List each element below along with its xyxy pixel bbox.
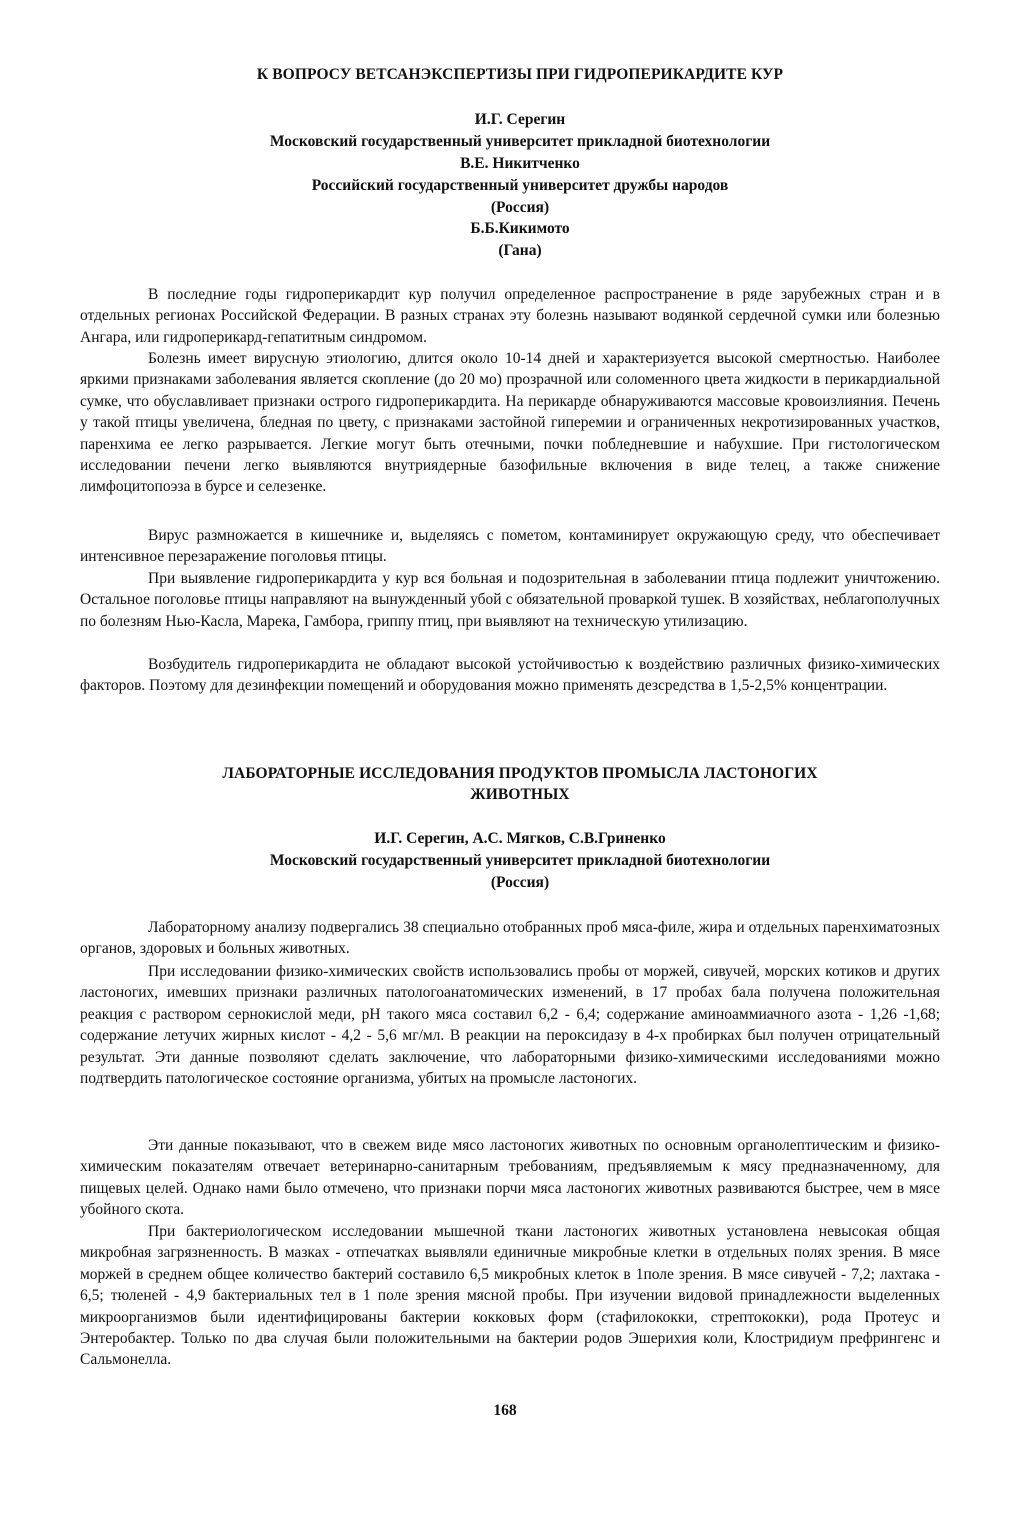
article1-paragraph: В последние годы гидроперикардит кур получил определенное распространение в ряде зарубежных стран и в отдельных регионах Российской Федерации. В разных странах эту болезнь называют водянкой сердечной сумки или болезнью Ангара, или гидроперикард-гепатитным синдромом.: [80, 286, 940, 346]
article2-title-line2: ЖИВОТНЫХ: [470, 786, 570, 803]
article1-title: К ВОПРОСУ ВЕТСАНЭКСПЕРТИЗЫ ПРИ ГИДРОПЕРИКАРДИТЕ КУР: [256, 66, 784, 83]
article1-author3: Б.Б.Кикимото: [470, 220, 570, 237]
article2-paragraph: Лабораторному анализу подвергались 38 специально отобранных проб мяса-филе, жира и отдельных паренхиматозных органов, здоровых и больных животных.: [80, 919, 940, 958]
article1-affiliation1: Московский государственный университет прикладной биотехнологии: [269, 133, 771, 150]
article1-affiliation2: Российский государственный университет дружбы народов: [311, 177, 729, 194]
article1-paragraph: При выявление гидроперикардита у кур вся больная и подозрительная в заболевании птица подлежит уничтожению. Остальное поголовье птицы направляют на вынужденный убой с обязательной проваркой тушек. В хозяйствах, неблагополучных по болезням Нью-Касла, Марека, Гамбора, гриппу птиц, при выявляют на техническую утилизацию.: [80, 570, 940, 630]
article2-country: (Россия): [490, 874, 550, 891]
article2-paragraph: При бактериологическом исследовании мышечной ткани ластоногих животных установлена невысокая общая микробная загрязненность. В мазках - отпечатках выявляли единичные микробные клетки в отдельных полях зрения. В мясе моржей в среднем общее количество бактерий составило 6,5 микробных клеток в 1поле зрения. В мясе сивучей - 7,2; лахтака - 6,5; тюленей - 4,9 бактериальных тел в 1 поле зрения мясной пробы. При изучении видовой принадлежности выделенных микроорганизмов были идентифицированы бактерии кокковых форм (стафилококки, стрептококки), рода Протеус и Энтеробактер. Только по два случая были положительными на бактерии родов Эшерихия коли, Клостридиум префрингенс и Сальмонелла.: [80, 1223, 940, 1369]
article1-paragraph: Болезнь имеет вирусную этиологию, длится около 10-14 дней и характеризуется высокой смертностью. Наиболее яркими признаками заболевания является скопление (до 20 мо) прозрачной или соломенного цвета жидкости в перикардиальной сумке, что обуславливает признаки острого гидроперикардита. На перикарде обнаруживаются массовые кровоизлияния. Печень у такой птицы увеличена, бледная по цвету, с признаками застойной гиперемии и ограниченных некротизированных участков, паренхима ее легко разрывается. Легкие могут быть отечными, почки побледневшие и набухшие. При гистологическом исследовании печени легко выявляются внутриядерные базофильные включения в виде телец, а также снижение лимфоцитопоэза в бурсе и селезенке.: [80, 350, 940, 496]
article1-author1: И.Г. Серегин: [474, 111, 566, 128]
page-number: 168: [493, 1402, 517, 1419]
article1-country1: (Россия): [490, 199, 550, 216]
article2-paragraph: При исследовании физико-химических свойств использовались пробы от моржей, сивучей, морских котиков и других ластоногих, имевших признаки различных патологоанатомических изменений, в 17 пробах бала получена положительная реакция с раствором сернокислой меди, pH такого мяса составил 6,2 - 6,4; содержание аминоаммиачного азота - 1,26 -1,68; содержание летучих жирных кислот - 4,2 - 5,6 мг/мл. В реакции на пероксидазу в 4-х пробирках был получен отрицательный результат. Эти данные позволяют сделать заключение, что лабораторными физико-химическими исследованиями можно подтвердить патологическое состояние организма, убитых на промысле ластоногих.: [80, 963, 940, 1088]
article2-affiliation: Московский государственный университет прикладной биотехнологии: [269, 852, 771, 869]
article1-paragraph: Вирус размножается в кишечнике и, выделяясь с пометом, контаминирует окружающую среду, что обеспечивает интенсивное перезаражение поголовья птицы.: [80, 527, 940, 566]
article1-author2: В.Е. Никитченко: [460, 155, 580, 172]
article2-title-line1: ЛАБОРАТОРНЫЕ ИССЛЕДОВАНИЯ ПРОДУКТОВ ПРОМЫСЛА ЛАСТОНОГИХ: [222, 765, 818, 782]
article1-country2: (Гана): [498, 242, 542, 259]
article2-paragraph: Эти данные показывают, что в свежем виде мясо ластоногих животных по основным органолептическим и физико-химическим показателям отвечает ветеринарно-санитарным требованиям, предъявляемым к мясу предназначенному, для пищевых целей. Однако нами было отмечено, что признаки порчи мяса ластоногих животных развиваются быстрее, чем в мясе убойного скота.: [80, 1137, 940, 1219]
article1-paragraph: Возбудитель гидроперикардита не обладают высокой устойчивостью к воздействию различных физико-химических факторов. Поэтому для дезинфекции помещений и оборудования можно применять дезсредства в 1,5-2,5% концентрации.: [80, 656, 940, 695]
article2-authors: И.Г. Серегин, А.С. Мягков, С.В.Гриненко: [374, 830, 666, 847]
